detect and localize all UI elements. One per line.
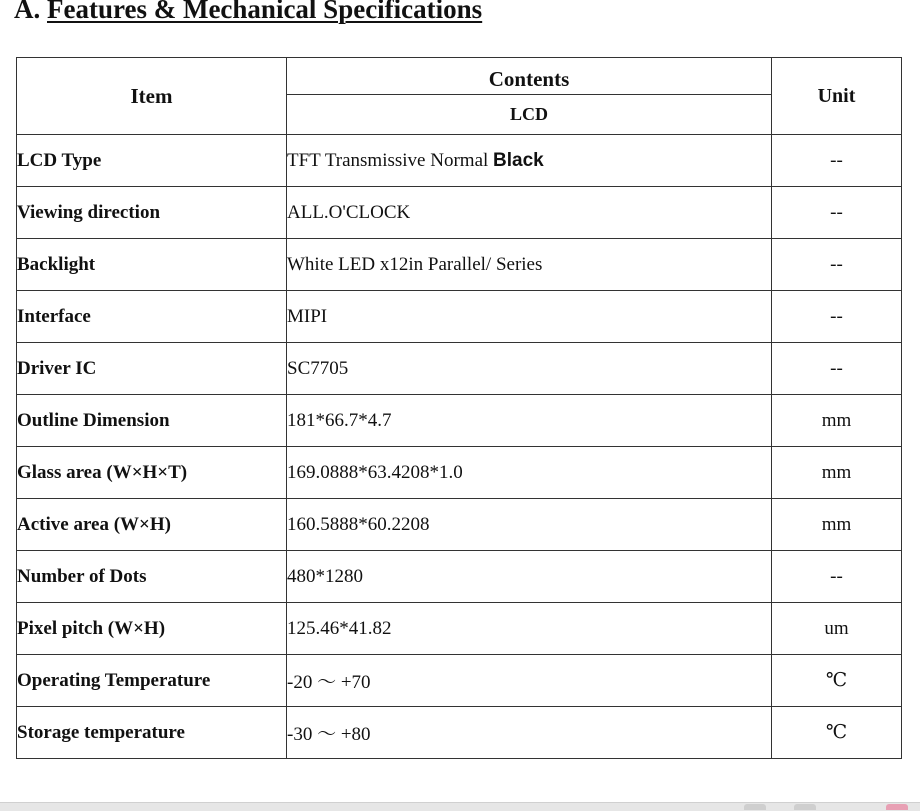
row-item: Glass area (W×H×T)	[17, 447, 287, 499]
spec-table	[16, 57, 902, 759]
scroll-marker	[886, 804, 908, 810]
header-unit: Unit	[772, 58, 902, 135]
table-row	[17, 603, 902, 655]
table-row	[17, 291, 902, 343]
table-row	[17, 551, 902, 603]
row-item: Active area (W×H)	[17, 499, 287, 551]
row-item: Outline Dimension	[17, 395, 287, 447]
table-row	[17, 707, 902, 759]
row-content: -30 ～ +80	[287, 707, 772, 759]
row-content-emphasis: Black	[493, 149, 544, 171]
table-row	[17, 395, 902, 447]
section-heading	[14, 0, 482, 25]
row-item: Storage temperature	[17, 707, 287, 759]
row-item: Interface	[17, 291, 287, 343]
row-unit: --	[772, 551, 902, 603]
row-content: 160.5888*60.2208	[287, 499, 772, 551]
row-unit: --	[772, 239, 902, 291]
row-item: Backlight	[17, 239, 287, 291]
row-item: Viewing direction	[17, 187, 287, 239]
row-unit: --	[772, 291, 902, 343]
table-row	[17, 343, 902, 395]
row-unit: mm	[772, 447, 902, 499]
table-row	[17, 239, 902, 291]
header-contents: Contents	[287, 58, 771, 95]
row-item: Driver IC	[17, 343, 287, 395]
row-item: Operating Temperature	[17, 655, 287, 707]
scroll-marker	[794, 804, 816, 810]
row-content: 181*66.7*4.7	[287, 395, 772, 447]
row-content: 125.46*41.82	[287, 603, 772, 655]
row-item: Number of Dots	[17, 551, 287, 603]
row-content: -20 ～ +70	[287, 655, 772, 707]
header-contents-sub: LCD	[509, 104, 548, 124]
table-row	[17, 447, 902, 499]
row-content: 480*1280	[287, 551, 772, 603]
row-unit: --	[772, 135, 902, 187]
row-unit: um	[772, 603, 902, 655]
row-item: LCD Type	[17, 135, 287, 187]
table-row	[17, 135, 902, 187]
row-content: MIPI	[287, 291, 772, 343]
row-unit: mm	[772, 395, 902, 447]
row-unit: --	[772, 187, 902, 239]
row-content: 169.0888*63.4208*1.0	[287, 447, 772, 499]
section-number: A.	[14, 0, 41, 24]
table-row	[17, 499, 902, 551]
row-unit: --	[772, 343, 902, 395]
row-content-text: TFT Transmissive Normal	[287, 149, 489, 171]
table-header-row	[17, 58, 902, 135]
table-row	[17, 187, 902, 239]
table-row	[17, 655, 902, 707]
row-content	[287, 135, 772, 187]
row-content: White LED x12in Parallel/ Series	[287, 239, 772, 291]
section-title: Features & Mechanical Specifications	[47, 0, 483, 24]
header-item: Item	[17, 58, 287, 135]
row-content: ALL.O'CLOCK	[287, 187, 772, 239]
row-item: Pixel pitch (W×H)	[17, 603, 287, 655]
row-unit: ℃	[772, 655, 902, 707]
header-contents-cell	[287, 58, 772, 135]
scroll-marker	[744, 804, 766, 810]
row-unit: mm	[772, 499, 902, 551]
row-unit: ℃	[772, 707, 902, 759]
row-content: SC7705	[287, 343, 772, 395]
